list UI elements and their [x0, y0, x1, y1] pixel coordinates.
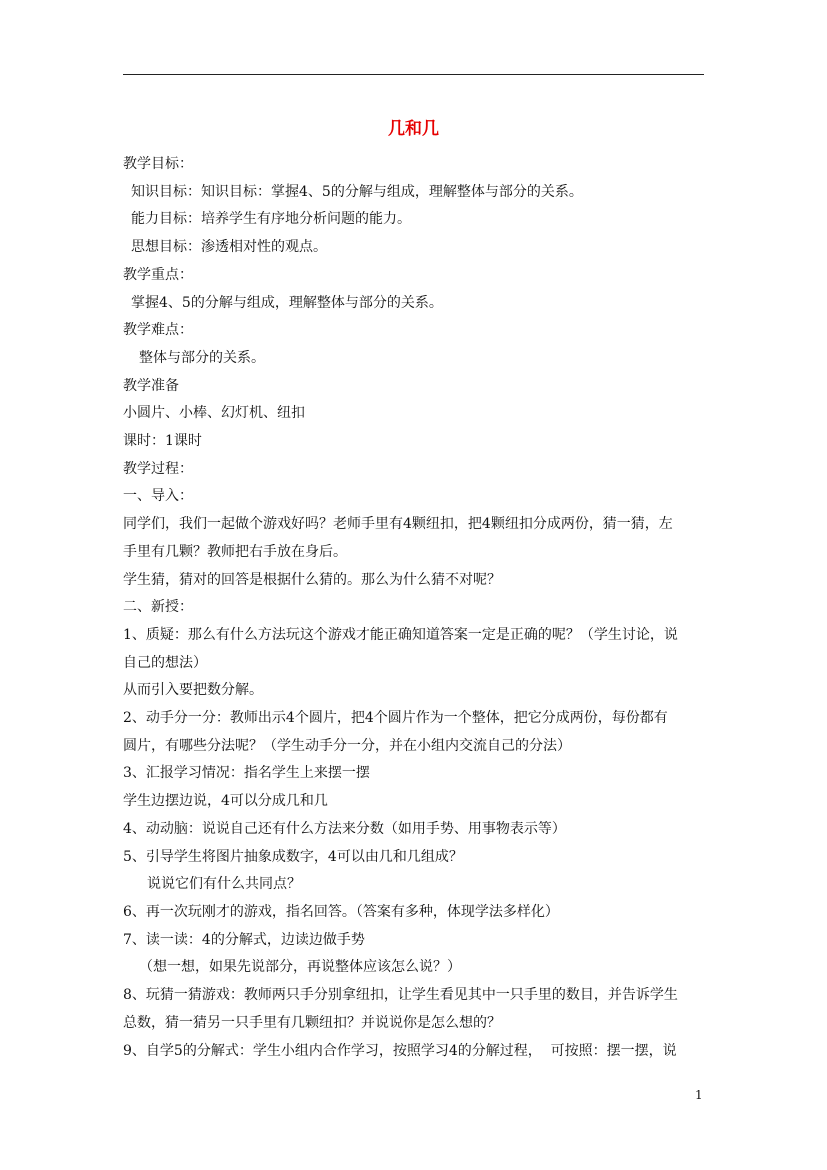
text-line: 思想目标：渗透相对性的观点。	[131, 239, 327, 256]
text-line: 教学难点：	[123, 322, 193, 339]
text-line: 一、导入：	[123, 488, 193, 505]
text-line: 学生猜，猜对的回答是根据什么猜的。那么为什么猜不对呢？	[123, 571, 501, 588]
text-line: 教学目标：	[123, 156, 193, 172]
text-line: 从而引入要把数分解。	[123, 682, 263, 699]
text-line: 同学们，我们一起做个游戏好吗？老师手里有4颗纽扣，把4颗纽扣分成两份，猜一猜，左	[123, 516, 673, 533]
text-line: 知识目标：知识目标：掌握4、5的分解与组成，理解整体与部分的关系。	[131, 183, 583, 200]
text-line: 自己的想法）	[123, 654, 207, 671]
text-line: 能力目标：培养学生有序地分析问题的能力。	[131, 211, 411, 228]
text-line: 掌握4、5的分解与组成，理解整体与部分的关系。	[131, 294, 443, 311]
text-line: 圆片，有哪些分法呢？（学生动手分一分，并在小组内交流自己的分法）	[123, 737, 571, 754]
text-line: 3、汇报学习情况：指名学生上来摆一摆	[123, 765, 370, 782]
document-body	[123, 151, 707, 1065]
text-line: 教学过程：	[123, 460, 193, 477]
text-line: 整体与部分的关系。	[139, 349, 265, 366]
text-line: 总数，猜一猜另一只手里有几颗纽扣？并说说你是怎么想的？	[123, 1014, 501, 1031]
text-line: 教学重点：	[123, 266, 193, 283]
header-rule	[123, 74, 704, 75]
text-line: 4、动动脑：说说自己还有什么方法来分数（如用手势、用事物表示等）	[123, 820, 566, 837]
text-line: 教学准备	[123, 377, 179, 394]
text-line: 1、质疑：那么有什么方法玩这个游戏才能正确知道答案一定是正确的呢？（学生讨论，说	[123, 626, 678, 643]
text-line: 手里有几颗？教师把右手放在身后。	[123, 543, 347, 560]
text-line: （想一想，如果先说部分，再说整体应该怎么说？）	[139, 959, 461, 976]
text-line: 7、读一读：4的分解式，边读边做手势	[123, 931, 365, 948]
text-line: 说说它们有什么共同点？	[147, 876, 301, 893]
page-number: 1	[695, 1088, 703, 1102]
document-title: 几和几	[388, 119, 439, 139]
text-line: 6、再一次玩刚才的游戏，指名回答。（答案有多种，体现学法多样化）	[123, 903, 559, 920]
text-line: 课时：1课时	[123, 433, 202, 450]
text-line: 2、动手分一分：教师出示4个圆片，把4个圆片作为一个整体，把它分成两份，每份都有	[123, 710, 668, 727]
text-line: 小圆片、小棒、幻灯机、纽扣	[123, 405, 305, 422]
text-line: 二、新授：	[123, 599, 193, 616]
text-line: 学生边摆边说，4可以分成几和几	[123, 793, 328, 810]
text-line: 9、自学5的分解式：学生小组内合作学习，按照学习4的分解过程， 可按照：摆一摆，说	[123, 1042, 677, 1059]
text-line: 5、引导学生将图片抽象成数字，4可以由几和几组成？	[123, 848, 463, 865]
text-line: 8、玩猜一猜游戏：教师两只手分别拿纽扣，让学生看见其中一只手里的数目，并告诉学生	[123, 987, 678, 1004]
